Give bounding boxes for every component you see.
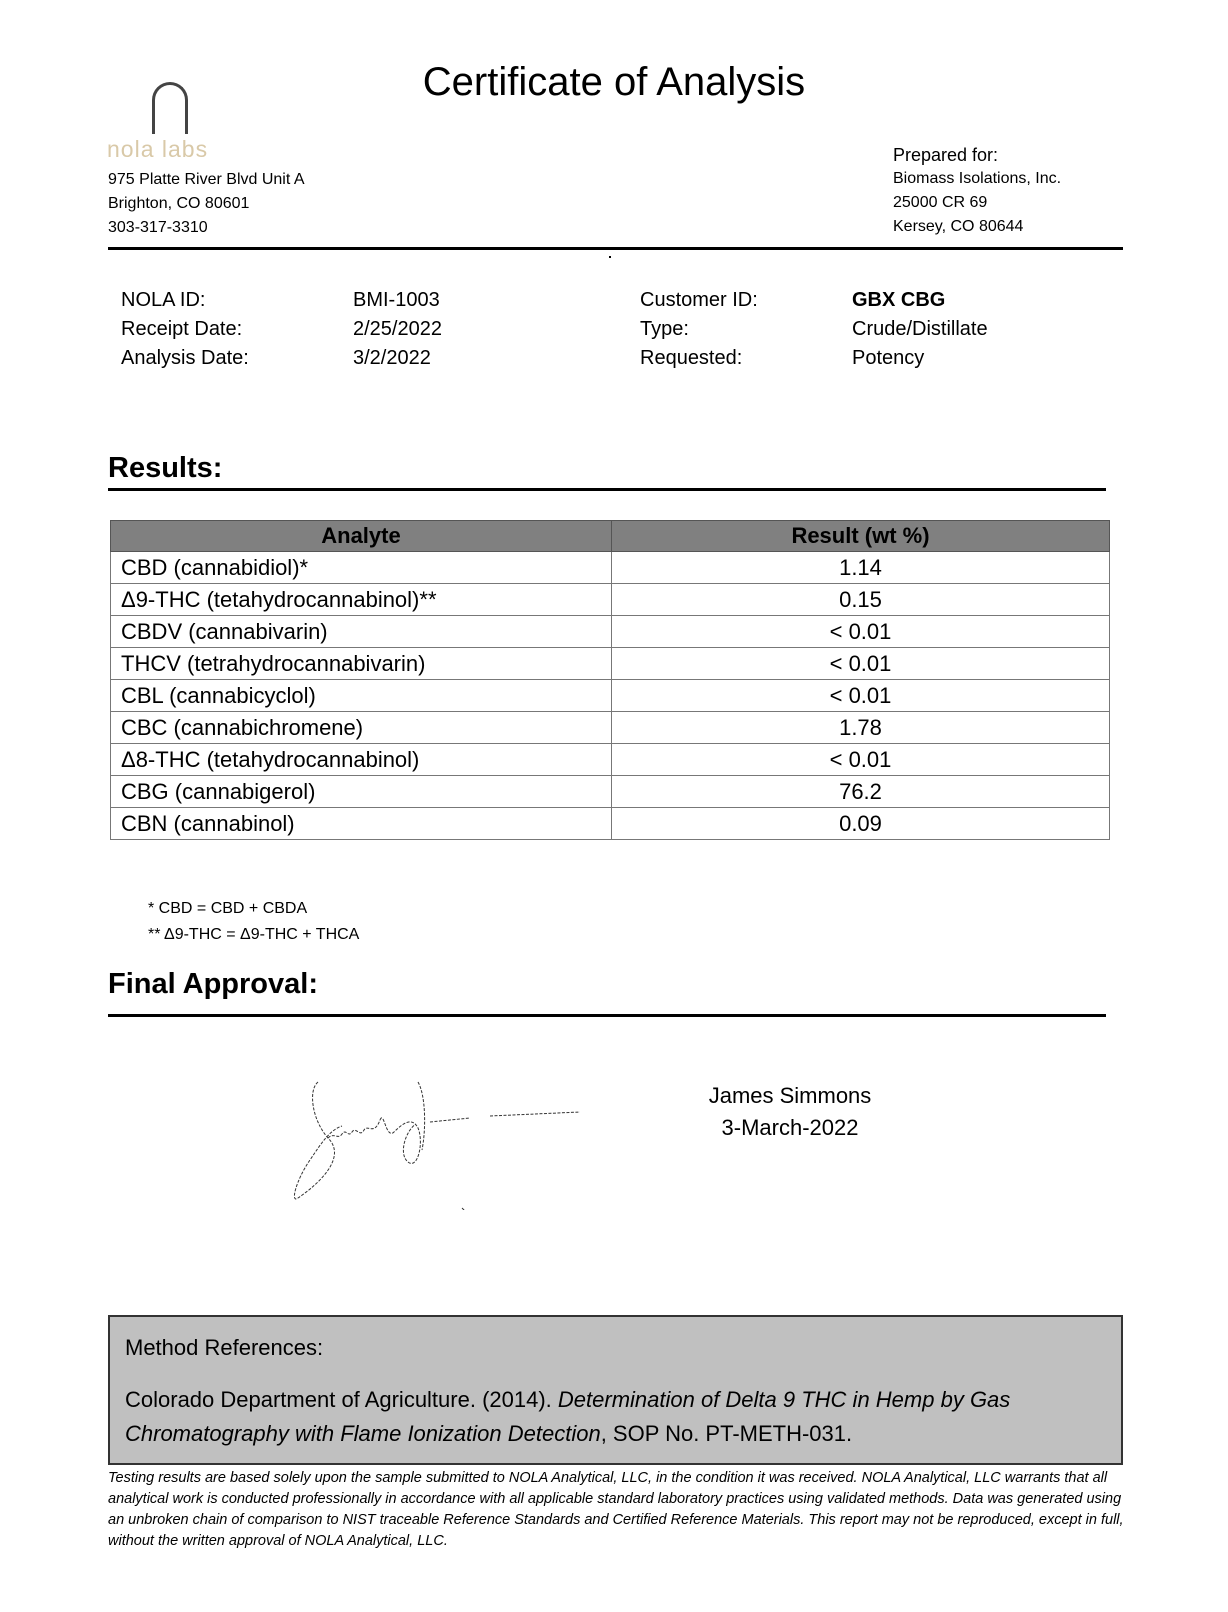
lab-phone: 303-317-3310: [108, 219, 208, 236]
table-row: [111, 680, 1110, 712]
lab-address: [108, 168, 305, 240]
disclaimer: Testing results are based solely upon the sample submitted to NOLA Analytical, LLC, in the condition it was received. NOLA Analytical, LLC warrants that all analytical work is conducted professionally in accordance with all applicable standard laboratory practices using validated methods. Data was generated using an unbroken chain of comparison to NIST traceable Reference Standards and Certified Reference Materials. This report may not be reproduced, except in full, without the written approval of NOLA Analytical, LLC.: [108, 1470, 1124, 1549]
requested-value: Potency: [852, 347, 925, 369]
citation-suffix: , SOP No. PT-METH-031.: [600, 1421, 853, 1446]
note-thc: ** Δ9-THC = Δ9-THC + THCA: [148, 926, 360, 943]
method-references-box: [108, 1315, 1123, 1465]
result-cell: < 0.01: [612, 616, 1110, 648]
table-row: [111, 584, 1110, 616]
type-label: Type:: [640, 318, 689, 340]
result-cell: 1.14: [612, 552, 1110, 584]
table-row: [111, 648, 1110, 680]
analyte-cell: CBG (cannabigerol): [111, 776, 612, 808]
result-cell: < 0.01: [612, 680, 1110, 712]
stray-dot: [609, 256, 611, 258]
client-company: Biomass Isolations, Inc.: [893, 170, 1062, 187]
table-row: [111, 616, 1110, 648]
prepared-for: [893, 143, 1061, 239]
analyte-cell: Δ9-THC (tetahydrocannabinol)**: [111, 584, 612, 616]
table-row: [111, 776, 1110, 808]
result-cell: 76.2: [612, 776, 1110, 808]
method-references-heading: Method References:: [125, 1335, 324, 1360]
sample-info-labels-left: [121, 286, 249, 373]
approval-date: 3-March-2022: [721, 1115, 859, 1140]
receipt-date-label: Receipt Date:: [121, 318, 243, 340]
result-cell: 0.09: [612, 808, 1110, 840]
nola-id-value: BMI-1003: [353, 289, 440, 311]
customer-id-value: GBX CBG: [852, 289, 946, 311]
analyte-cell: THCV (tetrahydrocannabivarin): [111, 648, 612, 680]
column-header-result: Result (wt %): [612, 521, 1110, 552]
citation-title: Determination of Delta 9 THC in Hemp by Gas Chromatography with Flame Ionization Detection: [125, 1387, 1011, 1446]
type-value: Crude/Distillate: [852, 318, 988, 340]
sample-info-values-left: [353, 286, 442, 373]
lab-address-line2: Brighton, CO 80601: [108, 195, 250, 212]
result-cell: 0.15: [612, 584, 1110, 616]
table-row: [111, 712, 1110, 744]
result-cell: 1.78: [612, 712, 1110, 744]
requested-label: Requested:: [640, 347, 743, 369]
result-cell: < 0.01: [612, 744, 1110, 776]
results-notes: [148, 896, 359, 948]
table-row: [111, 552, 1110, 584]
results-heading: Results:: [108, 452, 223, 484]
analyte-cell: Δ8-THC (tetahydrocannabinol): [111, 744, 612, 776]
client-address-line2: Kersey, CO 80644: [893, 218, 1024, 235]
logo-text: nola labs: [107, 136, 209, 162]
signer-name: James Simmons: [708, 1083, 872, 1108]
nola-id-label: NOLA ID:: [121, 289, 206, 311]
page-title: Certificate of Analysis: [422, 60, 806, 104]
receipt-date-value: 2/25/2022: [353, 318, 442, 340]
lab-address-line1: 975 Platte River Blvd Unit A: [108, 171, 305, 188]
analyte-cell: CBL (cannabicyclol): [111, 680, 612, 712]
signature-image: [290, 1080, 610, 1210]
prepared-for-heading: Prepared for:: [893, 145, 999, 165]
method-citation: [125, 1383, 1105, 1451]
analyte-cell: CBD (cannabidiol)*: [111, 552, 612, 584]
customer-id-label: Customer ID:: [640, 289, 758, 311]
citation-prefix: Colorado Department of Agriculture. (2014).: [125, 1387, 558, 1412]
approval-heading: Final Approval:: [108, 968, 318, 1000]
table-row: [111, 808, 1110, 840]
analysis-date-value: 3/2/2022: [353, 347, 431, 369]
sample-info-labels-right: [640, 286, 758, 373]
note-cbd: * CBD = CBD + CBDA: [148, 900, 308, 917]
analysis-date-label: Analysis Date:: [121, 347, 249, 369]
table-row: [111, 744, 1110, 776]
column-header-analyte: Analyte: [111, 521, 612, 552]
results-divider: [108, 488, 1106, 491]
analyte-cell: CBDV (cannabivarin): [111, 616, 612, 648]
results-table: [110, 520, 1110, 840]
sample-info-values-right: [852, 286, 988, 373]
signer-block: [690, 1080, 890, 1144]
header-divider: [108, 247, 1123, 250]
analyte-cell: CBN (cannabinol): [111, 808, 612, 840]
results-header-row: [111, 521, 1110, 552]
approval-divider: [108, 1014, 1106, 1017]
result-cell: < 0.01: [612, 648, 1110, 680]
client-address-line1: 25000 CR 69: [893, 194, 988, 211]
analyte-cell: CBC (cannabichromene): [111, 712, 612, 744]
